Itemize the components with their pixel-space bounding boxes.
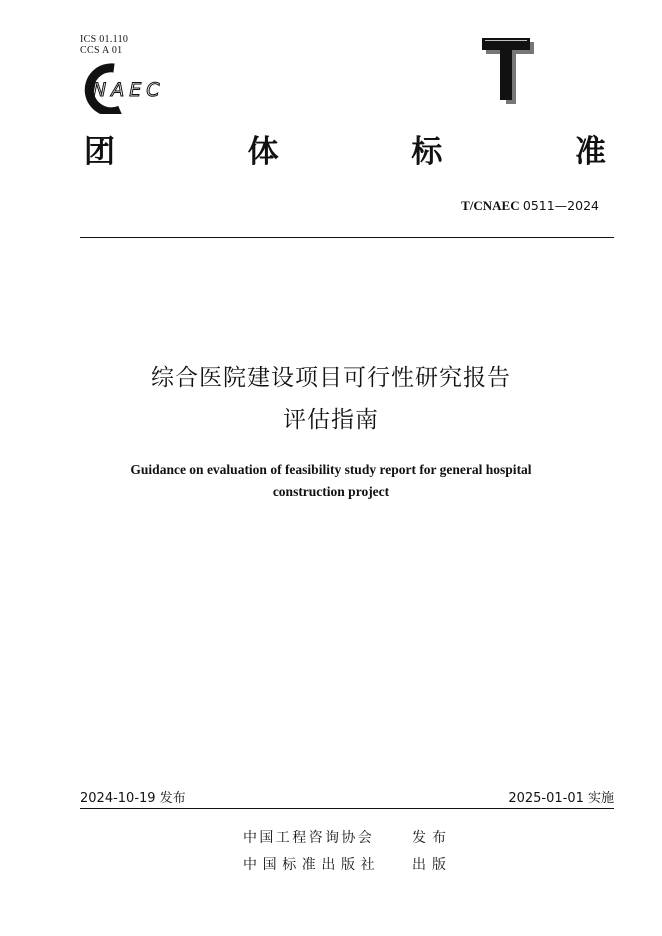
standard-code-prefix: T/CNAEC (461, 198, 523, 213)
publish-date: 2024-10-19 发布 (80, 791, 186, 806)
publisher-role: 出版 (412, 857, 452, 873)
standard-code (461, 198, 599, 214)
issuer-organization: 中国工程咨询协会 (243, 830, 375, 846)
ics-code: ICS 01.110 (80, 34, 129, 45)
publisher-organization: 中国标准出版社 (243, 857, 381, 873)
kind-char-2: 体 (247, 134, 279, 170)
classification-codes (80, 34, 128, 56)
title-en-line-2: construction project (272, 484, 390, 499)
ccs-code: CCS A 01 (80, 45, 123, 56)
footer-divider (80, 808, 614, 809)
kind-char-3: 标 (411, 134, 443, 170)
kind-char-4: 准 (574, 134, 606, 170)
issuer-role: 发布 (412, 830, 452, 846)
standard-code-number: 0511—2024 (522, 198, 599, 213)
title-cn-line-2: 评估指南 (283, 407, 379, 433)
standard-kind-heading (84, 132, 606, 172)
cnaec-logo (76, 62, 176, 114)
standard-type-letter (478, 36, 536, 106)
header-divider (80, 237, 614, 238)
title-cn-line-1: 综合医院建设项目可行性研究报告 (151, 365, 511, 391)
effective-date: 2025-01-01 实施 (508, 791, 614, 806)
kind-char-1: 团 (84, 134, 115, 170)
standard-letter-text: T (478, 36, 479, 37)
title-en-line-1: Guidance on evaluation of feasibility study report for general hospital (130, 462, 532, 477)
logo-lettering: NAEC (92, 79, 165, 101)
